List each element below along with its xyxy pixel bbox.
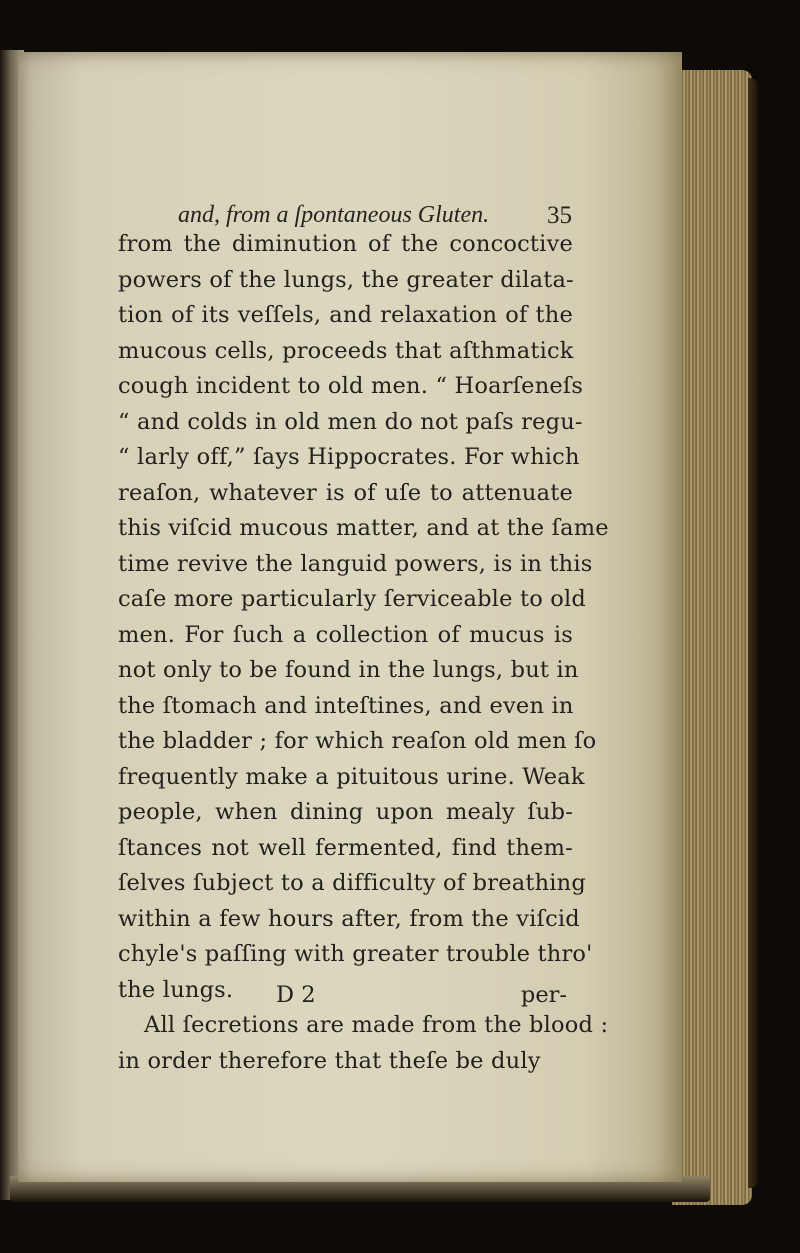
- text-line: mucous cells, proceeds that aſthmatick: [118, 337, 574, 364]
- text-line: ſtances not well fermented, find them-: [118, 834, 573, 861]
- text-line: the bladder ; for which reaſon old men ſo: [118, 728, 597, 754]
- text-line: cough incident to old men. “ Hoarſeneſs: [118, 373, 584, 399]
- text-line: “ larly off,” ſays Hippocrates. For which: [118, 444, 580, 470]
- text-line: time revive the languid powers, is in this: [118, 550, 593, 577]
- text-line: frequently make a pituitous urine. Weak: [118, 763, 585, 790]
- page-footer: [118, 982, 573, 1018]
- text-line: powers of the lungs, the greater dilata-: [118, 266, 574, 293]
- page-number: 35: [547, 202, 572, 229]
- text-line: this viſcid mucous matter, and at the ſame: [118, 515, 609, 541]
- text-line: reaſon, whatever is of uſe to attenuate: [118, 479, 573, 506]
- body-text: [118, 227, 609, 1079]
- text-line: the lungs.: [118, 976, 234, 1003]
- text-line: not only to be found in the lungs, but in: [118, 657, 579, 683]
- text-line: tion of its veſſels, and relaxation of the: [118, 302, 573, 328]
- text-line: people, when dining upon mealy ſub-: [118, 799, 573, 825]
- text-line: within a few hours after, from the viſcid: [118, 905, 580, 932]
- text-line: “ and colds in old men do not paſs regu-: [118, 408, 583, 435]
- text-line: the ſtomach and inteſtines, and even in: [118, 692, 574, 719]
- text-line: men. For ſuch a collection of mucus is: [118, 621, 573, 648]
- signature-mark: D 2: [276, 982, 316, 1008]
- page-block-edges: [672, 70, 752, 1205]
- text-line: chyle's paſſing with greater trouble thro': [118, 941, 593, 967]
- text-line: caſe more particularly ſerviceable to old: [118, 586, 587, 612]
- text-line: All ſecretions are made from the blood :: [144, 1012, 609, 1038]
- text-line: ſelves ſubject to a difficulty of breathing: [118, 870, 586, 896]
- text-line: in order therefore that theſe be duly: [118, 1047, 541, 1074]
- catchword: per-: [520, 982, 567, 1008]
- running-head: and, from a ſpontaneous Gluten.: [178, 202, 490, 228]
- text-line: from the diminution of the concoctive: [118, 231, 573, 257]
- book-page: [18, 52, 682, 1182]
